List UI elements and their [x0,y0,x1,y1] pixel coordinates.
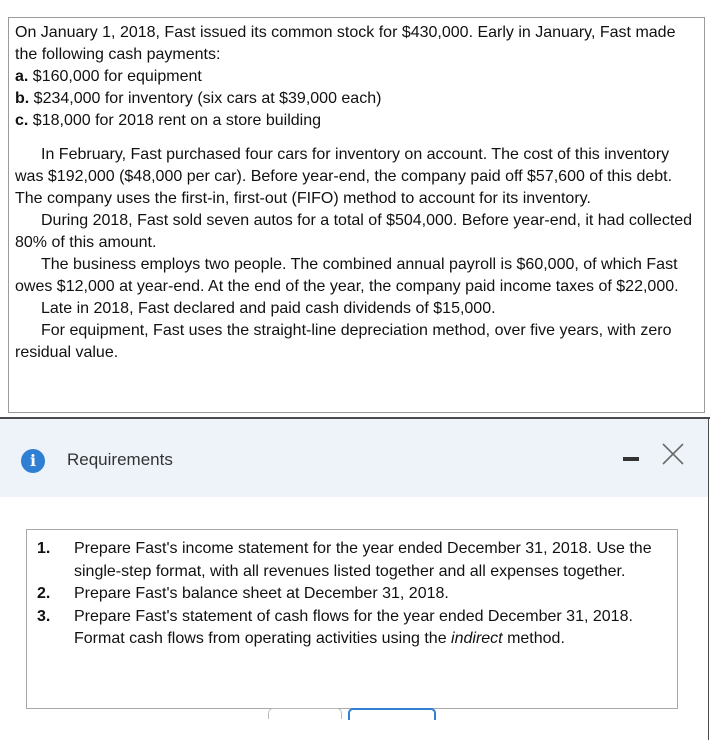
payment-label: a. [15,68,29,85]
problem-paragraphs [15,144,696,364]
requirements-body [0,497,709,740]
info-icon: i [21,449,45,473]
requirements-header [0,419,709,498]
payment-label: b. [15,90,30,107]
payment-item [15,88,696,110]
primary-button[interactable] [348,708,436,720]
problem-text [8,17,705,413]
problem-intro: On January 1, 2018, Fast issued its common stock for $430,000. Early in January, Fast made the following cash payments: [15,24,676,63]
paragraph-payroll: The business employs two people. The combined annual payroll is $60,000, of which Fast owes $12,000 at year-end. At the end of the year, the company paid income taxes of $22,000. [15,256,679,295]
requirement-number: 3. [37,607,51,625]
requirement-text: Prepare Fast's balance sheet at December 31, 2018. [74,585,449,602]
payment-item [15,66,696,88]
payment-item [15,110,696,132]
requirement-item [37,583,667,606]
paragraph-depreciation: For equipment, Fast uses the straight-line depreciation method, over five years, with zero residual value. [15,322,672,361]
close-icon[interactable] [660,441,686,467]
minimize-icon[interactable] [623,457,639,461]
requirements-box [26,529,678,709]
payment-text: $160,000 for equipment [32,68,202,85]
payment-text: $234,000 for inventory (six cars at $39,000 each) [33,90,382,107]
paragraph-sales: During 2018, Fast sold seven autos for a total of $504,000. Before year-end, it had collected 80% of this amount. [15,212,693,251]
payment-list [15,66,696,132]
requirement-text: Prepare Fast's statement of cash flows for the year ended December 31, 2018. Format cash flows from operating activities using the indirect method. [74,607,633,647]
payment-text: $18,000 for 2018 rent on a store building [32,112,322,129]
requirements-list [37,538,667,651]
requirement-number: 2. [37,585,51,602]
paragraph-february: In February, Fast purchased four cars for inventory on account. The cost of this inventory was $192,000 ($48,000 per car). Before year-end, the company paid off $57,600 of this debt. The company uses the first-in, first-out (FIFO) method to account for its inventory. [15,146,673,207]
requirement-item [37,538,667,583]
requirement-number: 1. [37,540,51,557]
requirement-text: Prepare Fast's income statement for the year ended December 31, 2018. Use the single-step format, with all revenues listed together and all expenses together. [74,540,652,580]
paragraph-dividends: Late in 2018, Fast declared and paid cash dividends of $15,000. [41,300,496,317]
requirement-item [37,606,667,651]
requirements-title: Requirements [67,450,173,469]
payment-label: c. [15,112,29,129]
secondary-button[interactable] [268,708,342,719]
